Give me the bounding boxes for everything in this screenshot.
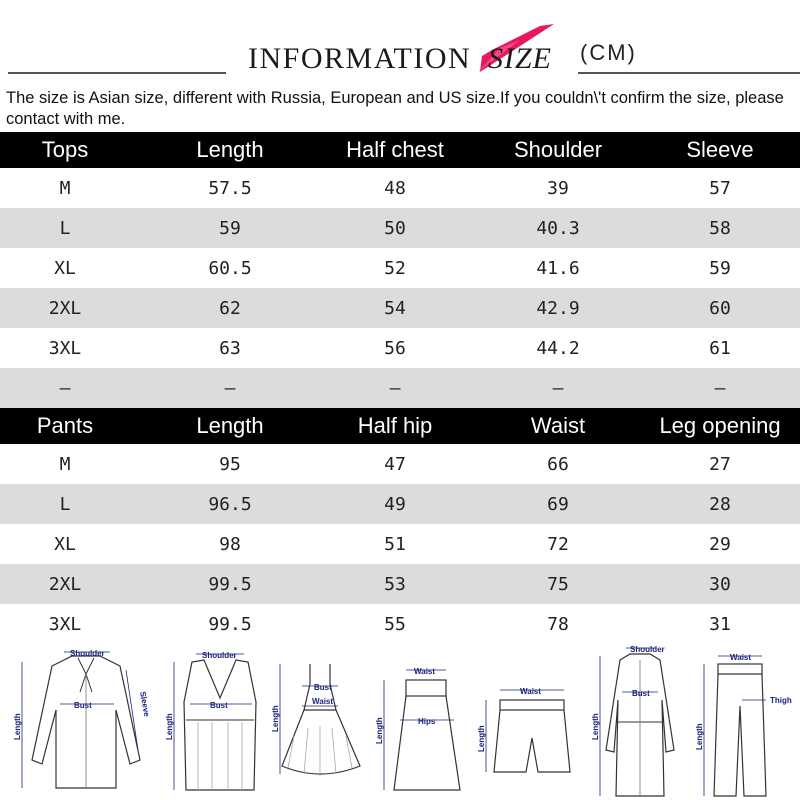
pants-table-row xyxy=(0,564,800,604)
trousers-waist-label: Waist xyxy=(730,653,752,662)
tops-header-row xyxy=(0,132,800,168)
tops-cell: 61 xyxy=(709,337,731,359)
tops-cell: – xyxy=(552,377,564,399)
pants-cell: 98 xyxy=(219,533,241,555)
tops-cell: 60 xyxy=(709,297,731,319)
title-unit: (CM) xyxy=(580,40,637,65)
tops-cell: 52 xyxy=(384,257,406,279)
tops-cell: 42.9 xyxy=(536,297,580,319)
tops-table-row xyxy=(0,248,800,288)
pants-cell: L xyxy=(59,493,71,515)
shirt-diagram xyxy=(12,640,160,800)
skirt-diagram xyxy=(372,640,476,800)
dress-diagram xyxy=(271,640,372,800)
tops-cell: 57 xyxy=(709,177,731,199)
coat-bust-label: Bust xyxy=(632,689,650,698)
pants-size-table xyxy=(0,408,800,644)
tank-length-label: Length xyxy=(165,713,174,740)
pants-cell: 75 xyxy=(547,573,569,595)
shirt-shoulder-label: Shoulder xyxy=(70,649,105,658)
coat-diagram xyxy=(590,640,690,800)
tank-shoulder-label: Shoulder xyxy=(202,651,237,660)
pants-cell: 47 xyxy=(384,453,406,475)
shirt-length-label: Length xyxy=(13,713,22,740)
pants-column-header: Pants xyxy=(36,413,94,438)
pants-cell: 72 xyxy=(547,533,569,555)
pants-cell: 96.5 xyxy=(208,493,252,515)
pants-table-row xyxy=(0,524,800,564)
size-note: The size is Asian size, different with Russia, European and US size.If you couldn\'t confirm the size, please contact with me. xyxy=(6,89,784,128)
trousers-length-label: Length xyxy=(695,723,704,750)
pants-cell: 95 xyxy=(219,453,241,475)
tops-size-table xyxy=(0,132,800,408)
tops-column-header: Sleeve xyxy=(686,137,754,162)
header-rule-right xyxy=(578,72,800,74)
pants-cell: 31 xyxy=(709,613,731,635)
title-size: SIZE xyxy=(488,42,552,75)
tops-cell: 54 xyxy=(384,297,406,319)
pants-cell: 30 xyxy=(709,573,731,595)
pants-cell: 2XL xyxy=(48,573,82,595)
pants-cell: 51 xyxy=(384,533,406,555)
measurement-diagrams xyxy=(0,640,800,800)
dress-bust-label: Bust xyxy=(314,683,332,692)
pants-cell: 29 xyxy=(709,533,731,555)
pants-column-header: Length xyxy=(196,413,264,438)
tops-cell: 62 xyxy=(219,297,241,319)
pants-cell: M xyxy=(59,453,71,475)
pants-table-row xyxy=(0,484,800,524)
coat-length-label: Length xyxy=(591,713,600,740)
tops-table-row xyxy=(0,328,800,368)
tank-bust-label: Bust xyxy=(210,701,228,710)
coat-shoulder-label: Shoulder xyxy=(630,645,665,654)
tops-table-row xyxy=(0,368,800,408)
pants-cell: 99.5 xyxy=(208,613,252,635)
tops-table-row xyxy=(0,168,800,208)
skirt-waist-label: Waist xyxy=(414,667,436,676)
pants-table-row xyxy=(0,604,800,644)
tops-cell: 58 xyxy=(709,217,731,239)
shorts-length-label: Length xyxy=(477,725,486,752)
pants-cell: 78 xyxy=(547,613,569,635)
pants-column-header: Waist xyxy=(530,413,586,438)
pants-cell: 55 xyxy=(384,613,406,635)
tops-cell: 60.5 xyxy=(208,257,252,279)
tops-cell: 63 xyxy=(219,337,241,359)
size-chart-header xyxy=(0,0,800,88)
pants-cell: 66 xyxy=(547,453,569,475)
tops-cell: 57.5 xyxy=(208,177,252,199)
tops-cell: 39 xyxy=(547,177,569,199)
tops-column-header: Length xyxy=(196,137,264,162)
pants-cell: XL xyxy=(54,533,76,555)
pants-table-row xyxy=(0,444,800,484)
shorts-diagram xyxy=(476,640,586,800)
tank-diagram xyxy=(162,640,274,800)
dress-waist-label: Waist xyxy=(312,697,334,706)
dress-length-label: Length xyxy=(271,705,280,732)
tops-cell: 2XL xyxy=(48,297,82,319)
shirt-sleeve-label: Sleeve xyxy=(138,690,152,718)
trousers-diagram xyxy=(692,640,798,800)
title-information: INFORMATION xyxy=(248,42,472,75)
header-rule-left xyxy=(8,72,226,74)
tops-cell: 50 xyxy=(384,217,406,239)
tops-column-header: Shoulder xyxy=(513,137,603,162)
pants-header-row xyxy=(0,408,800,444)
tops-cell: 48 xyxy=(384,177,406,199)
tops-cell: 56 xyxy=(384,337,406,359)
tops-column-header: Half chest xyxy=(346,137,444,162)
tops-cell: 41.6 xyxy=(536,257,580,279)
tops-cell: – xyxy=(389,377,401,399)
pants-cell: 27 xyxy=(709,453,731,475)
tops-cell: L xyxy=(59,217,71,239)
tops-cell: 59 xyxy=(219,217,241,239)
tops-cell: M xyxy=(59,177,71,199)
tops-cell: 3XL xyxy=(48,337,82,359)
tops-cell: 59 xyxy=(709,257,731,279)
pants-column-header: Half hip xyxy=(357,413,433,438)
tops-column-header: Tops xyxy=(41,137,89,162)
tops-cell: 40.3 xyxy=(536,217,580,239)
tops-cell: – xyxy=(714,377,726,399)
pants-cell: 99.5 xyxy=(208,573,252,595)
tops-cell: – xyxy=(59,377,71,399)
skirt-hips-label: Hips xyxy=(418,717,436,726)
shorts-waist-label: Waist xyxy=(520,687,542,696)
pants-column-header: Leg opening xyxy=(659,413,781,438)
trousers-thigh-label: Thigh xyxy=(770,696,792,705)
tops-cell: 44.2 xyxy=(536,337,580,359)
tops-table-row xyxy=(0,208,800,248)
pants-cell: 28 xyxy=(709,493,731,515)
shirt-bust-label: Bust xyxy=(74,701,92,710)
pants-cell: 49 xyxy=(384,493,406,515)
pants-cell: 3XL xyxy=(48,613,82,635)
skirt-length-label: Length xyxy=(375,717,384,744)
tops-cell: – xyxy=(224,377,236,399)
pants-cell: 53 xyxy=(384,573,406,595)
tops-cell: XL xyxy=(54,257,76,279)
tops-table-row xyxy=(0,288,800,328)
pants-cell: 69 xyxy=(547,493,569,515)
